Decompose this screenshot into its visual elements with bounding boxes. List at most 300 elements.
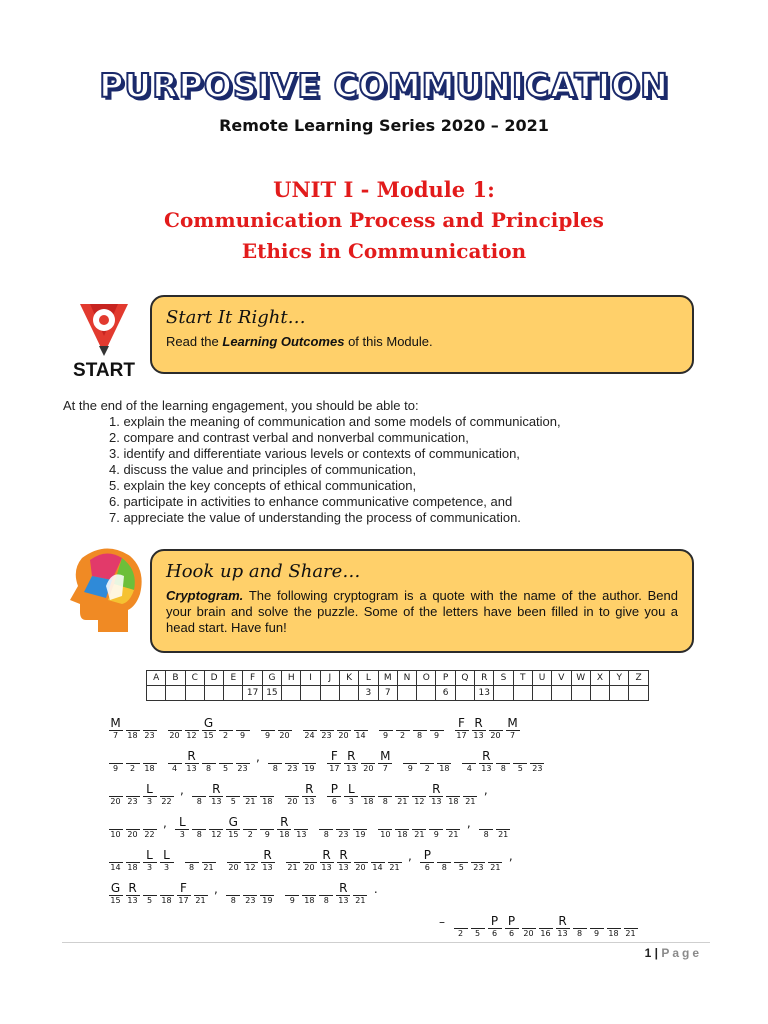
cipher-letter-cell: S [494,671,513,686]
cipher-value-cell[interactable] [185,686,204,701]
cipher-number: 20 [338,731,349,740]
puzzle-letter-blank[interactable] [159,849,174,873]
cipher-number: 13 [262,863,273,872]
cipher-letter-cell: N [397,671,416,686]
puzzle-letter-blank[interactable] [260,882,275,906]
cipher-number: 3 [179,830,185,839]
puzzle-letter-blank[interactable] [226,816,241,840]
cipher-number: 20 [169,731,180,740]
cipher-number: 18 [397,830,408,839]
puzzle-word [319,816,370,840]
puzzle-letter-blank[interactable] [479,750,494,774]
cipher-number: 15 [228,830,239,839]
puzzle-letter-blank[interactable] [108,816,123,840]
cipher-number: 19 [355,830,366,839]
puzzle-letter: L [146,848,153,862]
cipher-number: 18 [161,896,172,905]
puzzle-letter: L [163,848,170,862]
puzzle-letter-blank[interactable] [361,750,376,774]
puzzle-word [108,717,159,741]
puzzle-letter-blank[interactable] [361,783,376,807]
cipher-number: 18 [279,830,290,839]
cipher-number: 8 [230,896,236,905]
puzzle-letter-blank[interactable] [108,783,123,807]
puzzle-word [108,882,210,906]
puzzle-letter-blank[interactable] [125,816,140,840]
puzzle-letter-blank[interactable] [395,816,410,840]
puzzle-letter-blank[interactable] [530,750,545,774]
puzzle-letter-blank[interactable] [167,750,182,774]
puzzle-letter-blank[interactable] [159,783,174,807]
cipher-value-cell[interactable] [629,686,648,701]
puzzle-letter-blank[interactable] [336,849,351,873]
puzzle-letter: G [228,815,238,829]
unit-line-2: Communication Process and Principles [164,208,604,232]
puzzle-letter-blank[interactable] [353,717,368,741]
cipher-number: 23 [473,863,484,872]
puzzle-letter-blank[interactable] [454,849,469,873]
cipher-number: 12 [414,797,425,806]
puzzle-letter-blank[interactable] [209,816,224,840]
puzzle-letter-blank[interactable] [488,849,503,873]
puzzle-letter-blank[interactable] [226,849,241,873]
cipher-number: 18 [439,764,450,773]
puzzle-letter-blank[interactable] [243,783,258,807]
cipher-number: 21 [490,863,501,872]
cipher-value-cell[interactable]: 3 [359,686,378,701]
cipher-number: 21 [245,797,256,806]
puzzle-letter-blank[interactable] [429,816,444,840]
cipher-number: 2 [457,929,464,938]
cipher-number: 13 [557,929,568,938]
puzzle-letter: R [482,749,491,763]
cipher-value-cell[interactable] [224,686,243,701]
puzzle-letter-blank[interactable] [504,915,519,939]
puzzle-letter-blank[interactable] [302,750,317,774]
cipher-number: 5 [517,764,523,773]
puzzle-letter-blank[interactable] [125,849,140,873]
puzzle-letter-blank[interactable] [184,717,199,741]
cipher-number: 14 [110,863,121,872]
puzzle-letter-blank[interactable] [108,849,123,873]
cipher-number: 23 [338,830,349,839]
start-pencil-icon [66,298,142,382]
puzzle-letter-blank[interactable] [462,750,477,774]
cipher-value-cell[interactable] [513,686,532,701]
puzzle-letter-blank[interactable] [201,849,216,873]
cipher-number: 4 [171,764,178,773]
puzzle-letter-blank[interactable] [437,750,452,774]
puzzle-letter-blank[interactable] [378,750,393,774]
puzzle-letter-blank[interactable] [302,882,317,906]
puzzle-punctuation: , [466,816,471,830]
puzzle-letter-blank[interactable] [260,816,275,840]
cipher-letter-cell: R [475,671,494,686]
puzzle-letter-blank[interactable] [319,717,334,741]
puzzle-letter-blank[interactable] [142,783,157,807]
puzzle-letter-blank[interactable] [470,915,485,939]
cipher-value-cell[interactable] [339,686,358,701]
puzzle-word [167,717,252,741]
puzzle-letter-blank[interactable] [125,717,140,741]
puzzle-line [108,741,648,774]
puzzle-letter-blank[interactable] [336,717,351,741]
puzzle-letter-blank[interactable] [336,882,351,906]
cipher-number: 8 [272,764,278,773]
puzzle-letter-blank[interactable] [496,750,511,774]
page-number: 1 [644,946,652,960]
cipher-number: 21 [355,896,366,905]
cipher-value-cell[interactable] [320,686,339,701]
cipher-value-cell[interactable] [166,686,185,701]
cipher-number: 3 [163,863,170,872]
puzzle-word [302,717,370,741]
puzzle-line [108,873,648,906]
cipher-number: 23 [144,731,155,740]
cipher-value-cell[interactable] [147,686,166,701]
puzzle-letter-blank[interactable] [268,750,283,774]
cipher-number: 3 [146,797,153,806]
cipher-number: 13 [296,830,307,839]
puzzle-letter-blank[interactable] [285,750,300,774]
puzzle-letter-blank[interactable] [463,783,478,807]
cipher-letter-cell: L [359,671,378,686]
cipher-number: 18 [127,863,138,872]
puzzle-punctuation: , [408,849,412,863]
puzzle-letter-blank[interactable] [193,882,208,906]
puzzle-letter-blank[interactable] [395,783,410,807]
puzzle-letter-blank[interactable] [260,783,275,807]
cipher-number: 21 [498,830,509,839]
cipher-number: 21 [195,896,206,905]
puzzle-letter: F [458,716,465,730]
start-text-suffix: of this Module. [344,334,433,349]
puzzle-letter-blank[interactable] [319,882,334,906]
cipher-number: 15 [110,896,121,905]
puzzle-letter-blank[interactable] [302,783,317,807]
puzzle-word [378,816,463,840]
puzzle-letter-blank[interactable] [108,717,123,741]
puzzle-letter-blank[interactable] [454,717,469,741]
puzzle-letter-blank[interactable] [353,849,368,873]
cipher-number: 9 [407,764,413,773]
cipher-letter-cell: P [436,671,455,686]
puzzle-letter-blank[interactable] [142,816,157,840]
cipher-value-cell[interactable] [282,686,301,701]
puzzle-letter-blank[interactable] [142,717,157,741]
puzzle-letter-blank[interactable] [175,816,190,840]
puzzle-letter-blank[interactable] [235,750,250,774]
puzzle-letter-blank[interactable] [370,849,385,873]
puzzle-letter-blank[interactable] [294,816,309,840]
puzzle-letter-blank[interactable] [159,882,174,906]
puzzle-letter-blank[interactable] [243,849,258,873]
puzzle-letter-blank[interactable] [226,783,241,807]
cipher-value-cell[interactable] [455,686,474,701]
cipher-value-cell[interactable] [417,686,436,701]
puzzle-letter-blank[interactable] [243,882,258,906]
cipher-letter-cell: U [532,671,551,686]
puzzle-punctuation: , [483,783,488,797]
puzzle-letter-blank[interactable] [453,915,468,939]
puzzle-letter-blank[interactable] [412,816,427,840]
cipher-value-cell[interactable]: 17 [243,686,262,701]
puzzle-letter-blank[interactable] [387,849,402,873]
puzzle-letter-blank[interactable] [353,882,368,906]
list-item: 2. compare and contrast verbal and nonverbal communication, [109,430,469,445]
puzzle-letter-blank[interactable] [429,783,444,807]
cipher-letter-cell: O [417,671,436,686]
cipher-value-cell[interactable]: 13 [475,686,494,701]
cipher-number: 20 [363,764,374,773]
cipher-value-cell[interactable] [571,686,590,701]
cipher-number: 2 [129,764,136,773]
cipher-number: 8 [441,863,447,872]
puzzle-letter: F [180,881,187,895]
puzzle-letter-blank[interactable] [218,750,233,774]
cipher-number: 19 [262,896,273,905]
puzzle-letter-blank[interactable] [395,717,410,741]
puzzle-letter: R [339,881,348,895]
page-footer [645,946,702,960]
puzzle-letter-blank[interactable] [505,717,520,741]
cipher-key-table [146,670,649,701]
puzzle-letter-blank[interactable] [184,750,199,774]
puzzle-letter-blank[interactable] [336,816,351,840]
cipher-value-cell[interactable] [204,686,223,701]
puzzle-letter: P [423,848,431,862]
puzzle-letter-blank[interactable] [277,816,292,840]
cipher-number: 23 [237,764,248,773]
list-item: 6. participate in activities to enhance communicative competence, and [109,494,513,509]
puzzle-word [108,816,159,840]
start-text-prefix: Read the [166,334,223,349]
hook-text [166,588,678,636]
cipher-number: 13 [321,863,332,872]
puzzle-word [268,750,319,774]
cipher-number: 8 [188,863,195,872]
cipher-number: 18 [127,731,138,740]
cipher-number: 23 [532,764,543,773]
puzzle-letter-blank[interactable] [108,882,123,906]
puzzle-letter-blank[interactable] [479,816,494,840]
cipher-number: 13 [473,731,484,740]
puzzle-letter-blank[interactable] [302,849,317,873]
puzzle-punctuation: , [180,783,184,797]
puzzle-letter-blank[interactable] [125,750,140,774]
puzzle-letter-blank[interactable] [302,717,317,741]
cipher-letter-cell: E [224,671,243,686]
puzzle-letter-blank[interactable] [471,717,486,741]
puzzle-letter-blank[interactable] [420,750,435,774]
cipher-number: 12 [245,863,256,872]
puzzle-letter: G [110,881,121,895]
cipher-number: 19 [304,764,315,773]
puzzle-letter-blank[interactable] [623,915,638,939]
puzzle-letter-blank[interactable] [412,717,427,741]
cipher-number: 2 [424,764,430,773]
cipher-number: 9 [593,929,600,938]
puzzle-punctuation: . [373,882,378,896]
puzzle-letter-blank[interactable] [437,849,452,873]
puzzle-letter-blank[interactable] [277,717,292,741]
puzzle-letter-blank[interactable] [521,915,536,939]
cipher-number: 5 [230,797,236,806]
cipher-number: 9 [289,896,295,905]
puzzle-letter-blank[interactable] [142,849,157,873]
puzzle-letter-blank[interactable] [319,849,334,873]
puzzle-letter-blank[interactable] [446,816,461,840]
cipher-value-cell[interactable] [552,686,571,701]
puzzle-letter-blank[interactable] [429,717,444,741]
page-word: Page [661,946,702,960]
head-brain-icon [62,540,150,640]
puzzle-letter: R [128,881,137,895]
cipher-value-cell[interactable] [494,686,513,701]
cipher-number: 20 [228,863,239,872]
puzzle-letter-blank[interactable] [184,849,199,873]
puzzle-letter-blank[interactable] [285,783,300,807]
cipher-letter-cell: C [185,671,204,686]
cipher-number: 17 [329,764,340,773]
puzzle-letter-blank[interactable] [260,717,275,741]
cipher-value-cell[interactable] [610,686,629,701]
cipher-value-cell[interactable] [532,686,551,701]
puzzle-word [167,750,252,774]
puzzle-letter-blank[interactable] [125,882,140,906]
puzzle-letter: R [305,782,314,796]
puzzle-letter-blank[interactable] [125,783,140,807]
puzzle-letter-blank[interactable] [192,783,207,807]
puzzle-letter-blank[interactable] [538,915,553,939]
puzzle-letter-blank[interactable] [218,717,233,741]
puzzle-letter-blank[interactable] [201,717,216,741]
puzzle-letter: R [339,848,348,862]
puzzle-letter-blank[interactable] [496,816,511,840]
puzzle-letter-blank[interactable] [192,816,207,840]
learning-outcomes-emph: Learning Outcomes [222,334,345,349]
cipher-number: 13 [431,797,442,806]
puzzle-letter-blank[interactable] [344,750,359,774]
puzzle-letter-blank[interactable] [353,816,368,840]
puzzle-letter-blank[interactable] [285,849,300,873]
puzzle-letter-blank[interactable] [403,750,418,774]
cipher-number: 9 [433,731,440,740]
puzzle-letter-blank[interactable] [378,717,393,741]
cipher-letter-cell: J [320,671,339,686]
list-item: 1. explain the meaning of communication and some models of communication, [109,414,561,429]
cipher-number: 21 [625,929,636,938]
puzzle-letter-blank[interactable] [142,882,157,906]
puzzle-letter-blank[interactable] [487,915,502,939]
puzzle-letter: F [330,749,338,763]
cipher-value-cell[interactable] [590,686,609,701]
puzzle-letter-blank[interactable] [108,750,123,774]
cipher-value-cell[interactable]: 15 [262,686,281,701]
cipher-letter-cell: W [571,671,590,686]
puzzle-letter-blank[interactable] [167,717,182,741]
cipher-number: 13 [304,797,315,806]
puzzle-letter-blank[interactable] [235,717,250,741]
puzzle-letter-blank[interactable] [243,816,258,840]
hook-title: Hook up and Share… [166,561,361,582]
cipher-number: 22 [161,797,172,806]
puzzle-letter-blank[interactable] [471,849,486,873]
puzzle-letter: L [178,815,186,829]
cipher-number: 17 [178,896,189,905]
puzzle-letter-blank[interactable] [319,816,334,840]
puzzle-letter-blank[interactable] [412,783,427,807]
cipher-number: 9 [264,731,271,740]
cipher-number: 7 [112,731,119,740]
list-item: 5. explain the key concepts of ethical communication, [109,478,417,493]
puzzle-letter-blank[interactable] [226,882,241,906]
list-item: 7. appreciate the value of understanding the process of communication. [109,510,521,525]
cipher-number: 20 [490,731,501,740]
puzzle-letter-blank[interactable] [142,750,157,774]
puzzle-letter-blank[interactable] [327,750,342,774]
puzzle-letter-blank[interactable] [572,915,587,939]
cipher-number: 5 [458,863,464,872]
puzzle-letter-blank[interactable] [446,783,461,807]
puzzle-word [175,816,311,840]
puzzle-letter: M [380,749,391,763]
cipher-number: 9 [112,764,119,773]
puzzle-letter-blank[interactable] [285,882,300,906]
puzzle-letter-blank[interactable] [555,915,570,939]
puzzle-letter-blank[interactable] [176,882,191,906]
puzzle-letter-blank[interactable] [209,783,224,807]
cipher-number: 10 [110,830,121,839]
outcomes-list [109,414,561,526]
puzzle-letter: L [146,782,153,796]
puzzle-punctuation: , [214,882,218,896]
cipher-value-cell[interactable] [397,686,416,701]
cipher-letter-cell: G [262,671,281,686]
cipher-number: 12 [186,731,197,740]
cipher-number: 13 [211,797,222,806]
puzzle-letter-blank[interactable] [378,783,393,807]
puzzle-word [226,849,277,873]
puzzle-letter-blank[interactable] [420,849,435,873]
puzzle-letter-blank[interactable] [327,783,342,807]
cipher-number: 18 [304,896,315,905]
puzzle-letter-blank[interactable] [488,717,503,741]
puzzle-letter-blank[interactable] [378,816,393,840]
puzzle-letter-blank[interactable] [513,750,528,774]
cipher-value-cell[interactable]: 6 [436,686,455,701]
cipher-value-cell[interactable]: 7 [378,686,397,701]
unit-heading [0,174,768,267]
cipher-number: 9 [382,731,389,740]
cipher-number: 2 [222,731,229,740]
puzzle-letter-blank[interactable] [344,783,359,807]
puzzle-letter-blank[interactable] [589,915,604,939]
puzzle-letter-blank[interactable] [201,750,216,774]
puzzle-letter-blank[interactable] [260,849,275,873]
puzzle-word [285,783,319,807]
puzzle-letter-blank[interactable] [606,915,621,939]
cipher-number: 2 [247,830,253,839]
cipher-number: 6 [331,797,337,806]
cipher-number: 13 [127,896,138,905]
cipher-value-cell[interactable] [301,686,320,701]
puzzle-line [108,774,648,807]
cipher-number: 8 [196,797,202,806]
puzzle-line [108,906,648,939]
puzzle-punctuation: , [256,750,260,764]
puzzle-letter: G [203,716,214,730]
